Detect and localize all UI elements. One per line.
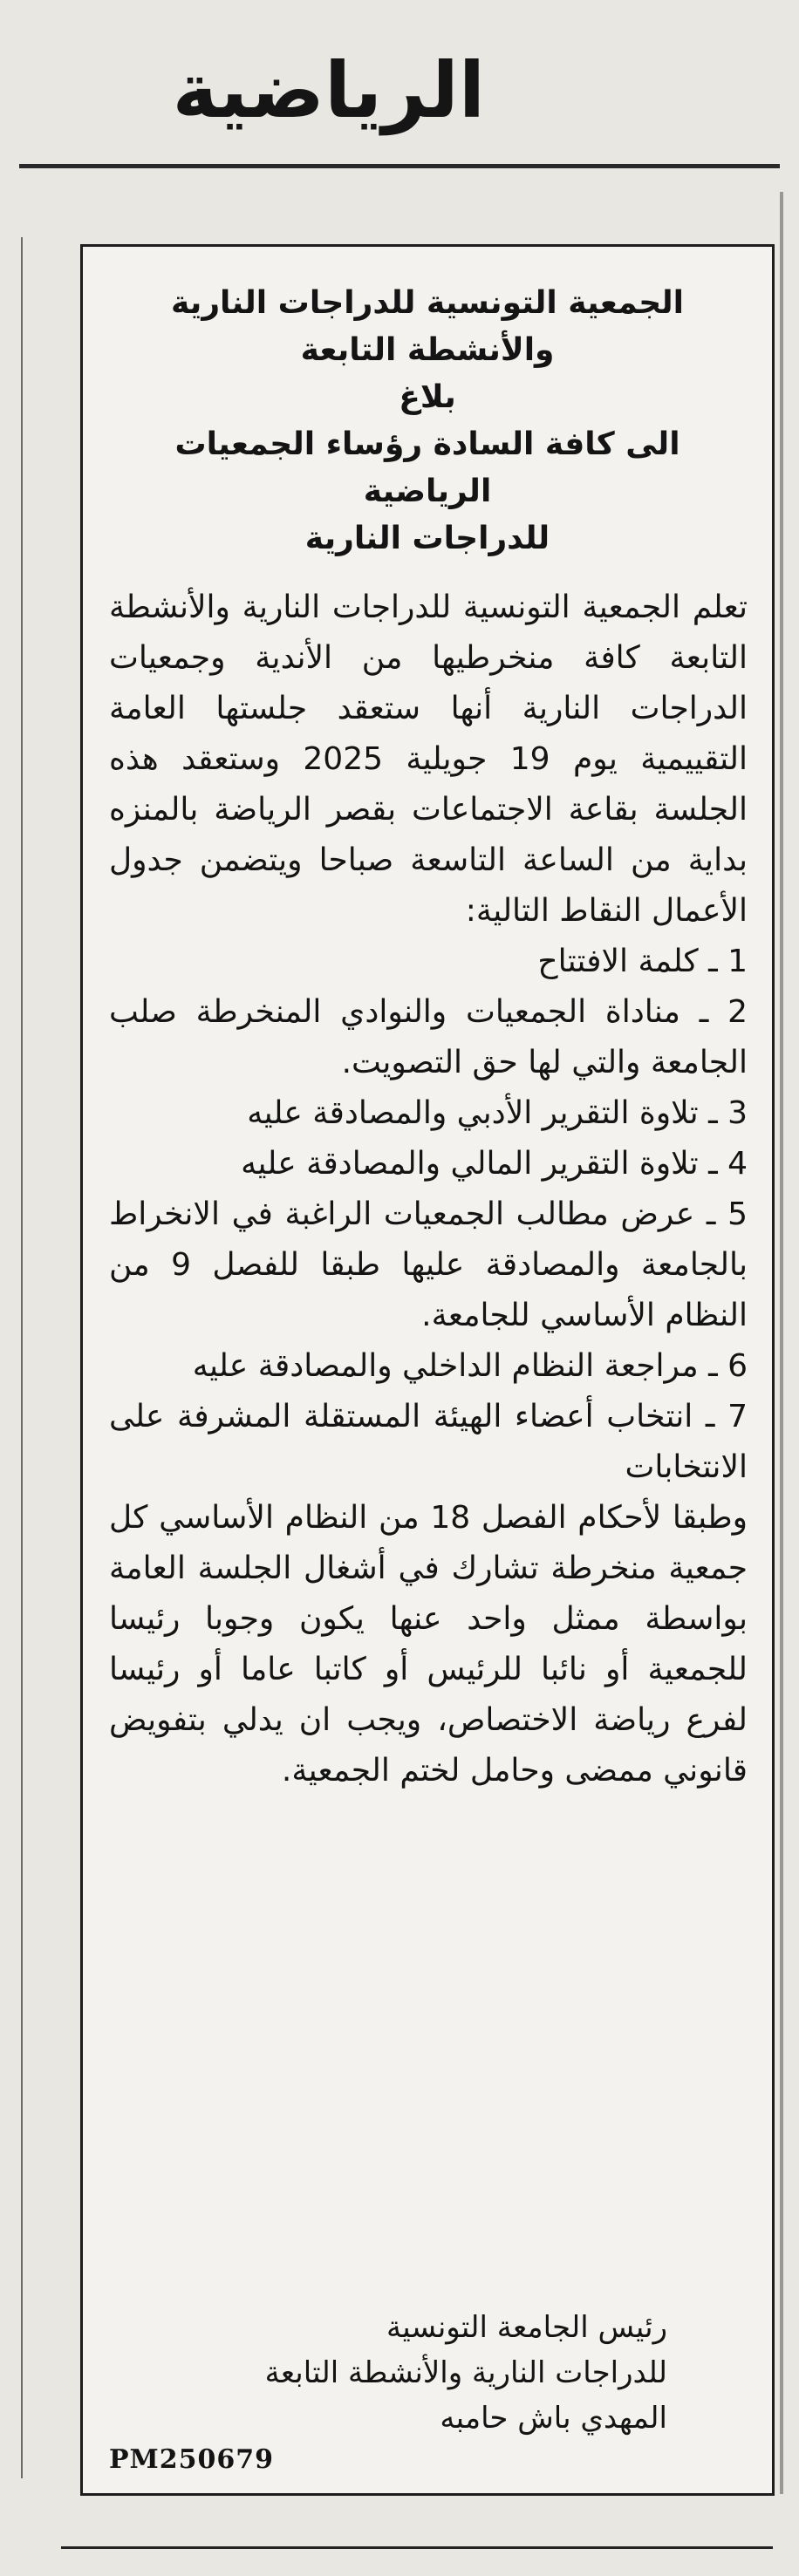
organization-name-line1: الجمعية التونسية للدراجات النارية: [170, 285, 685, 321]
closing-paragraph: وطبقا لأحكام الفصل 18 من النظام الأساسي كل جمعية منخرطة تشارك في أشغال الجلسة العامة بواسطة ممثل واحد عنها يكون وجوبا رئيسا للجمعية أو نائبا للرئيس أو كاتبا عاما أو رئيسا لفرع رياضة الاختصاص، ويجب ان يدلي بتفويض قانوني ممضى وحامل لختم الجمعية.: [109, 1500, 748, 1789]
notice-label: بلاغ: [399, 379, 456, 415]
signature-title-line2: للدراجات النارية والأنشطة التابعة: [264, 2355, 667, 2390]
addressee-line1: الى كافة السادة رؤساء الجمعيات الرياضية: [174, 426, 680, 509]
announcement-heading: [106, 280, 749, 562]
announcement-body: [109, 583, 748, 1796]
signatory-name: المهدي باش حامبه: [440, 2401, 667, 2436]
section-title: الرياضية: [172, 45, 485, 135]
addressee-line2: للدراجات النارية: [304, 521, 550, 556]
signature-title-line1: رئيس الجامعة التونسية: [386, 2310, 667, 2345]
agenda-item-6: 6 ـ مراجعة النظام الداخلي والمصادقة عليه: [192, 1348, 748, 1384]
bottom-divider: [61, 2546, 773, 2549]
intro-paragraph: تعلم الجمعية التونسية للدراجات النارية والأنشطة التابعة كافة منخرطيها من الأندية وجمعيات الدراجات النارية أنها ستعقد جلستها العامة التقييمية يوم 19 جويلية 2025 وستعقد هذه الجلسة بقاعة الاجتماعات بقصر الرياضة بالمنزه بداية من الساعة التاسعة صباحا ويتضمن جدول الأعمال النقاط التالية:: [109, 589, 748, 929]
agenda-item-5: 5 ـ عرض مطالب الجمعيات الراغبة في الانخراط بالجامعة والمصادقة عليها طبقا للفصل 9 من النظام الأساسي للجامعة.: [109, 1196, 748, 1333]
agenda-item-1: 1 ـ كلمة الافتتاح: [537, 944, 748, 979]
left-column-divider: [21, 237, 23, 2478]
organization-name-line2: والأنشطة التابعة: [300, 332, 555, 368]
header-divider: [19, 164, 780, 168]
announcement-box: [80, 244, 775, 2496]
reference-code: PM250679: [109, 2444, 275, 2475]
signature-block: [265, 2305, 667, 2441]
agenda-item-2: 2 ـ مناداة الجمعيات والنوادي المنخرطة صلب الجامعة والتي لها حق التصويت.: [109, 994, 748, 1080]
agenda-item-7: 7 ـ انتخاب أعضاء الهيئة المستقلة المشرفة على الانتخابات: [109, 1399, 748, 1485]
agenda-item-4: 4 ـ تلاوة التقرير المالي والمصادقة عليه: [241, 1146, 748, 1182]
agenda-item-3: 3 ـ تلاوة التقرير الأدبي والمصادقة عليه: [247, 1095, 748, 1131]
right-column-divider: [780, 192, 783, 2494]
